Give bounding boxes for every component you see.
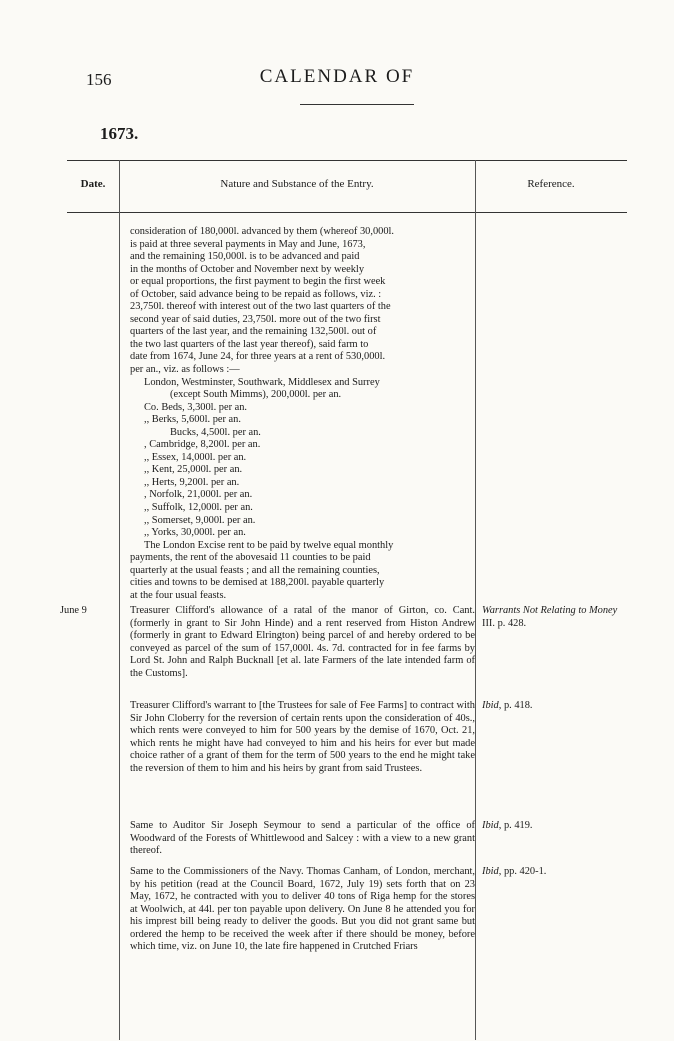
closing-line: quarterly at the usual feasts ; and all the remaining counties, (130, 564, 380, 576)
london-line: (except South Mimms), 200,000l. per an. (170, 389, 342, 401)
reference-location: III. p. 428. (482, 617, 527, 629)
running-head: CALENDAR OF (259, 66, 415, 87)
london-line: London, Westminster, Southwark, Middlesex and Surrey (144, 376, 380, 388)
reference-title: Ibid (482, 700, 499, 711)
entry-text: Same to the Commissioners of the Navy. Thomas Canham, of London, merchant, by his petition (read at the Council Board, 1672, July 19) sets forth that on 23 May, 1672, he contracted with you to deliver 40 tons of Riga hemp for the stores at Woolwich, at 44l. per ton payable upon delivery. On June 8 he attended you for his imprest bill being ready to deliver the goods. But you did not grant same but ordered the hemp to be received the week after if there should be money, before which time, viz. on June 10, the late fire happened in Crutched Friars (130, 866, 475, 953)
column-header-nature: Nature and Substance of the Entry. (220, 178, 374, 190)
continuation-entry (130, 226, 475, 602)
table-header-rule (67, 212, 627, 213)
county-rent: , Norfolk, 21,000l. per an. (144, 489, 253, 501)
county-rent: ,, Kent, 25,000l. per an. (144, 464, 243, 476)
closing-line: cities and towns to be demised at 188,200l. payable quarterly (130, 577, 385, 589)
continuation-line: quarters of the last year, and the remaining 132,500l. out of (130, 326, 377, 338)
page-number: 156 (86, 70, 112, 89)
county-rent: ,, Herts, 9,200l. per an. (144, 476, 240, 488)
entry-text: Same to Auditor Sir Joseph Seymour to send a particular of the office of Woodward of the Forests of Whittlewood and Salcey : with a view to a new grant thereof. (130, 820, 475, 857)
continuation-line: is paid at three several payments in May and June, 1673, (130, 238, 366, 250)
reference-location: , p. 419. (498, 820, 533, 831)
entry-reference (482, 605, 632, 630)
reference-title: Ibid (482, 820, 499, 831)
closing-line: at the four usual feasts. (130, 589, 227, 601)
closing-line: The London Excise rent to be paid by twelve equal monthly (144, 539, 394, 551)
year-heading: 1673. (100, 124, 139, 143)
continuation-line: in the months of October and November next by weekly (130, 263, 365, 275)
county-rent: ,, Yorks, 30,000l. per an. (144, 527, 246, 539)
reference-title: Ibid (482, 866, 499, 877)
entry-text: Treasurer Clifford's warrant to [the Trustees for sale of Fee Farms] to contract with Sir John Cloberry for the reversion of certain rents upon the consideration of 40s., which rents were conveyed to him for 500 years by the demise of 1670, Oct. 21, which rents he might have had conveyed to him and his heirs for ever but made choice rather of a grant of them for the term of 500 years to the end he might take the reversion of them to him and his heirs by grant from said Trustees. (130, 700, 475, 774)
continuation-line: second year of said duties, 23,750l. more out of the two first (130, 313, 381, 325)
table-top-rule (67, 160, 627, 161)
column-divider-date (119, 160, 120, 1040)
continuation-line: consideration of 180,000l. advanced by them (whereof 30,000l. (130, 226, 395, 237)
county-rent: ,, Essex, 14,000l. per an. (144, 451, 247, 463)
entry-text: Treasurer Clifford's allowance of a ratal of the manor of Girton, co. Cant. (formerly in grant to Sir John Hinde) and a rent reserved from Histon Andrew (formerly in grant to Edward Elrington) being parcel of and hereby ordered to be conveyed as parcel of the sum of 157,000l. 4s. 7d. contracted for in fee farms by Lord St. John and Ralph Bucknall [et al. late Farmers of the late intended farm of the Customs]. (130, 605, 475, 679)
county-rent: Co. Beds, 3,300l. per an. (144, 401, 248, 413)
reference-location: , p. 418. (498, 700, 533, 711)
reference-location: , pp. 420-1. (498, 866, 547, 877)
head-rule (300, 104, 414, 105)
column-header-reference: Reference. (527, 178, 575, 190)
continuation-line: or equal proportions, the first payment to begin the first week (130, 276, 386, 288)
county-rent: Bucks, 4,500l. per an. (170, 426, 261, 438)
entry-reference (482, 866, 632, 879)
reference-title: Warrants Not Relating to Money (482, 605, 618, 616)
column-divider-reference (475, 160, 476, 1040)
continuation-line: the two last quarters of the last year thereof), said farm to (130, 338, 369, 350)
continuation-line: date from 1674, June 24, for three years at a rent of 530,000l. (130, 351, 386, 363)
closing-line: payments, the rent of the abovesaid 11 counties to be paid (130, 552, 371, 564)
county-rent: ,, Suffolk, 12,000l. per an. (144, 502, 253, 514)
continuation-line: per an., viz. as follows :— (130, 364, 240, 376)
entry-reference (482, 820, 632, 833)
continuation-line: and the remaining 150,000l. is to be advanced and paid (130, 251, 360, 263)
column-header-date: Date. (80, 178, 106, 190)
county-rent: ,, Berks, 5,600l. per an. (144, 414, 241, 426)
entry-date: June 9 (60, 605, 87, 616)
entry-reference (482, 700, 632, 713)
continuation-line: of October, said advance being to be repaid as follows, viz. : (130, 288, 382, 300)
county-rent: , Cambridge, 8,200l. per an. (144, 439, 261, 451)
county-rent: ,, Somerset, 9,000l. per an. (144, 514, 256, 526)
continuation-line: 23,750l. thereof with interest out of the two last quarters of the (130, 301, 391, 313)
